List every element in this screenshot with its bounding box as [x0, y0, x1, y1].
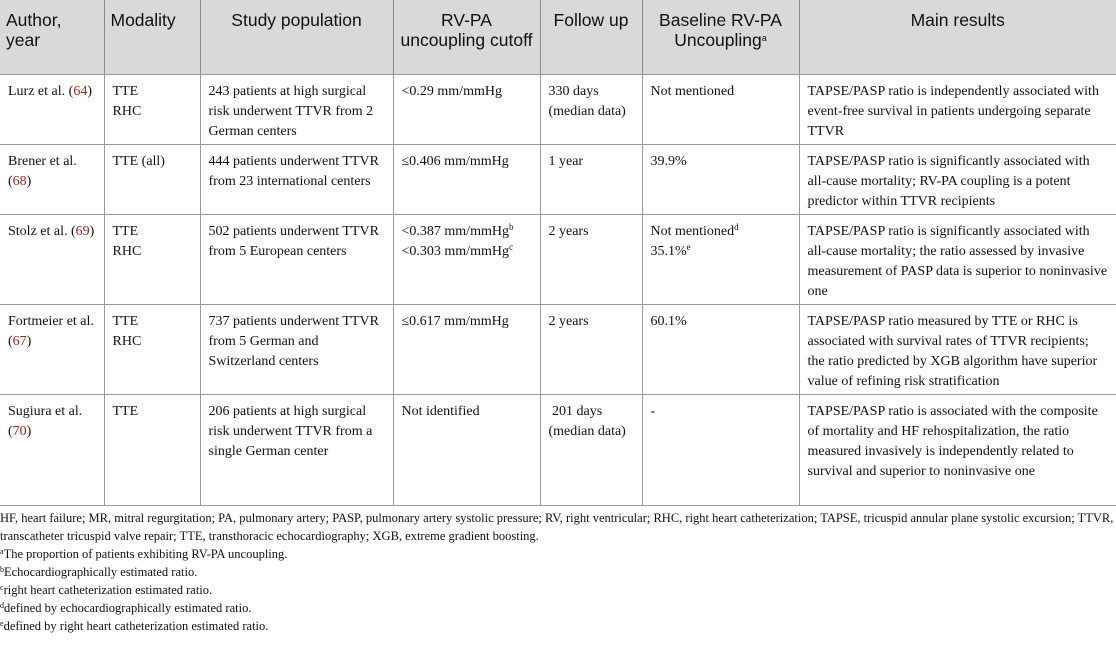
cell-author: Sugiura et al. (70): [0, 394, 104, 505]
header-author: Author, year: [0, 0, 104, 74]
cutoff-value: <0.387 mm/mmHg: [401, 223, 509, 239]
reference-link[interactable]: 67: [12, 333, 27, 349]
cell-followup: 2 years: [540, 214, 642, 304]
cell-modality: [104, 304, 200, 394]
author-name: Stolz et al.: [8, 223, 68, 239]
author-name: Sugiura et al.: [8, 403, 83, 419]
cutoff-secondary: [402, 242, 532, 262]
baseline-primary: [651, 312, 791, 332]
header-modality: Modality: [104, 0, 200, 74]
cell-results: TAPSE/PASP ratio is independently associated with event-free survival in patients undergoing separate TTVR: [799, 74, 1116, 144]
footnote-text: defined by right heart catheterization estimated ratio.: [3, 619, 269, 633]
cell-population: 502 patients underwent TTVR from 5 European centers: [200, 214, 393, 304]
table-row: [0, 304, 1116, 394]
cell-cutoff: [393, 74, 540, 144]
footnote-mark: c: [508, 241, 513, 252]
cell-author: Stolz et al. (69): [0, 214, 104, 304]
modality-secondary: RHC: [112, 103, 142, 119]
footnote-mark: c: [0, 583, 4, 592]
modality-primary: TTE: [112, 223, 139, 239]
author-name: Lurz et al.: [8, 83, 66, 99]
baseline-primary: [651, 222, 791, 242]
baseline-value: Not mentioned: [650, 223, 735, 239]
cell-followup: 2 years: [540, 304, 642, 394]
header-row: [0, 0, 1116, 74]
baseline-value: 35.1%: [650, 243, 687, 259]
header-cutoff: RV-PA uncoupling cutoff: [393, 0, 540, 74]
cell-modality: [104, 394, 200, 505]
footnote-mark: d: [734, 221, 739, 232]
cell-author: Brener et al. (68): [0, 144, 104, 214]
cell-baseline: [642, 394, 799, 505]
modality-secondary: RHC: [112, 333, 142, 349]
cutoff-value: ≤0.406 mm/mmHg: [401, 153, 509, 169]
cell-baseline: [642, 304, 799, 394]
cell-cutoff: [393, 394, 540, 505]
header-baseline: [642, 0, 799, 74]
footnote-a: [0, 545, 1116, 563]
footnote-text: Echocardiographically estimated ratio.: [4, 565, 198, 579]
modality-primary: TTE: [112, 403, 139, 419]
cell-results: TAPSE/PASP ratio measured by TTE or RHC is associated with survival rates of TTVR recipients; the ratio predicted by XGB algorithm have superior value of refining risk stratification: [799, 304, 1116, 394]
footnote-text: The proportion of patients exhibiting RV-PA uncoupling.: [3, 547, 288, 561]
abbreviations-note: HF, heart failure; MR, mitral regurgitation; PA, pulmonary artery; PASP, pulmonary artery systolic pressure; RV, right ventricular; RHC, right heart catheterization; TAPSE, tricuspid annular plane systolic excursion; TTVR, transcatheter tricuspid valve repair; TTE, transthoracic echocardiography; XGB, extreme gradient boosting.: [0, 511, 1114, 543]
cell-cutoff: [393, 144, 540, 214]
modality-primary: TTE: [112, 83, 139, 99]
footnote-mark: e: [0, 619, 4, 628]
table-row: [0, 144, 1116, 214]
cutoff-value: <0.29 mm/mmHg: [401, 83, 502, 99]
baseline-value: -: [650, 403, 656, 419]
baseline-secondary: [651, 242, 791, 262]
cutoff-primary: [402, 402, 532, 422]
cutoff-value: <0.303 mm/mmHg: [401, 243, 509, 259]
cell-followup: 1 year: [540, 144, 642, 214]
footnote-mark: e: [686, 241, 691, 252]
reference-link[interactable]: 70: [12, 423, 27, 439]
footnote-mark: a: [0, 547, 4, 556]
table-row: [0, 214, 1116, 304]
cell-author: Fortmeier et al. (67): [0, 304, 104, 394]
header-baseline-sup: a: [761, 33, 767, 43]
cell-author: Lurz et al. (64): [0, 74, 104, 144]
baseline-value: 39.9%: [650, 153, 687, 169]
table-row: [0, 394, 1116, 505]
baseline-primary: [651, 152, 791, 172]
cell-results: TAPSE/PASP ratio is significantly associated with all-cause mortality; the ratio assessed by invasive measurement of PASP data is superior to noninvasive one: [799, 214, 1116, 304]
footnote-mark: d: [0, 601, 4, 610]
header-results: Main results: [799, 0, 1116, 74]
cell-modality: [104, 214, 200, 304]
modality-primary: TTE (all): [112, 153, 165, 169]
author-name: Fortmeier et al.: [8, 313, 94, 329]
author-name: Brener et al.: [8, 153, 77, 169]
cell-baseline: [642, 214, 799, 304]
table-row: [0, 74, 1116, 144]
header-population: Study population: [200, 0, 393, 74]
cell-baseline: [642, 74, 799, 144]
reference-link[interactable]: 68: [12, 173, 27, 189]
baseline-value: 60.1%: [650, 313, 687, 329]
cell-population: 737 patients underwent TTVR from 5 German and Switzerland centers: [200, 304, 393, 394]
baseline-primary: [651, 82, 791, 102]
cutoff-value: Not identified: [401, 403, 480, 419]
cell-population: 444 patients underwent TTVR from 23 international centers: [200, 144, 393, 214]
baseline-value: Not mentioned: [650, 83, 735, 99]
cell-baseline: [642, 144, 799, 214]
footnote-e: [0, 617, 1116, 635]
modality-secondary: RHC: [112, 243, 142, 259]
footnote-mark: b: [508, 221, 514, 232]
cell-modality: [104, 144, 200, 214]
cell-population: 243 patients at high surgical risk underwent TTVR from 2 German centers: [200, 74, 393, 144]
reference-link[interactable]: 69: [75, 223, 90, 239]
footnote-text: right heart catheterization estimated ratio.: [3, 583, 213, 597]
footnote-mark: b: [0, 565, 4, 574]
header-followup: Follow up: [540, 0, 642, 74]
baseline-primary: [651, 402, 791, 422]
cell-modality: [104, 74, 200, 144]
cell-cutoff: [393, 304, 540, 394]
table-footnotes: [0, 509, 1116, 635]
footnote-text: defined by echocardiographically estimated ratio.: [4, 601, 252, 615]
cutoff-primary: [402, 222, 532, 242]
footnote-b: [0, 563, 1116, 581]
cutoff-primary: [402, 82, 532, 102]
cell-results: TAPSE/PASP ratio is significantly associated with all-cause mortality; RV-PA coupling is a potent predictor within TTVR recipients: [799, 144, 1116, 214]
cell-followup: 201 days (median data): [540, 394, 642, 505]
footnote-c: [0, 581, 1116, 599]
cell-cutoff: [393, 214, 540, 304]
cutoff-value: ≤0.617 mm/mmHg: [401, 313, 509, 329]
cell-population: 206 patients at high surgical risk underwent TTVR from a single German center: [200, 394, 393, 505]
cutoff-primary: [402, 312, 532, 332]
cell-followup: 330 days (median data): [540, 74, 642, 144]
cutoff-primary: [402, 152, 532, 172]
header-baseline-text: Baseline RV-PA Uncoupling: [659, 10, 782, 50]
reference-link[interactable]: 64: [73, 83, 88, 99]
footnote-d: [0, 599, 1116, 617]
cell-results: TAPSE/PASP ratio is associated with the composite of mortality and HF rehospitalization, the ratio measured invasively is independently related to survival and superior to noninvasive one: [799, 394, 1116, 505]
modality-primary: TTE: [112, 313, 139, 329]
